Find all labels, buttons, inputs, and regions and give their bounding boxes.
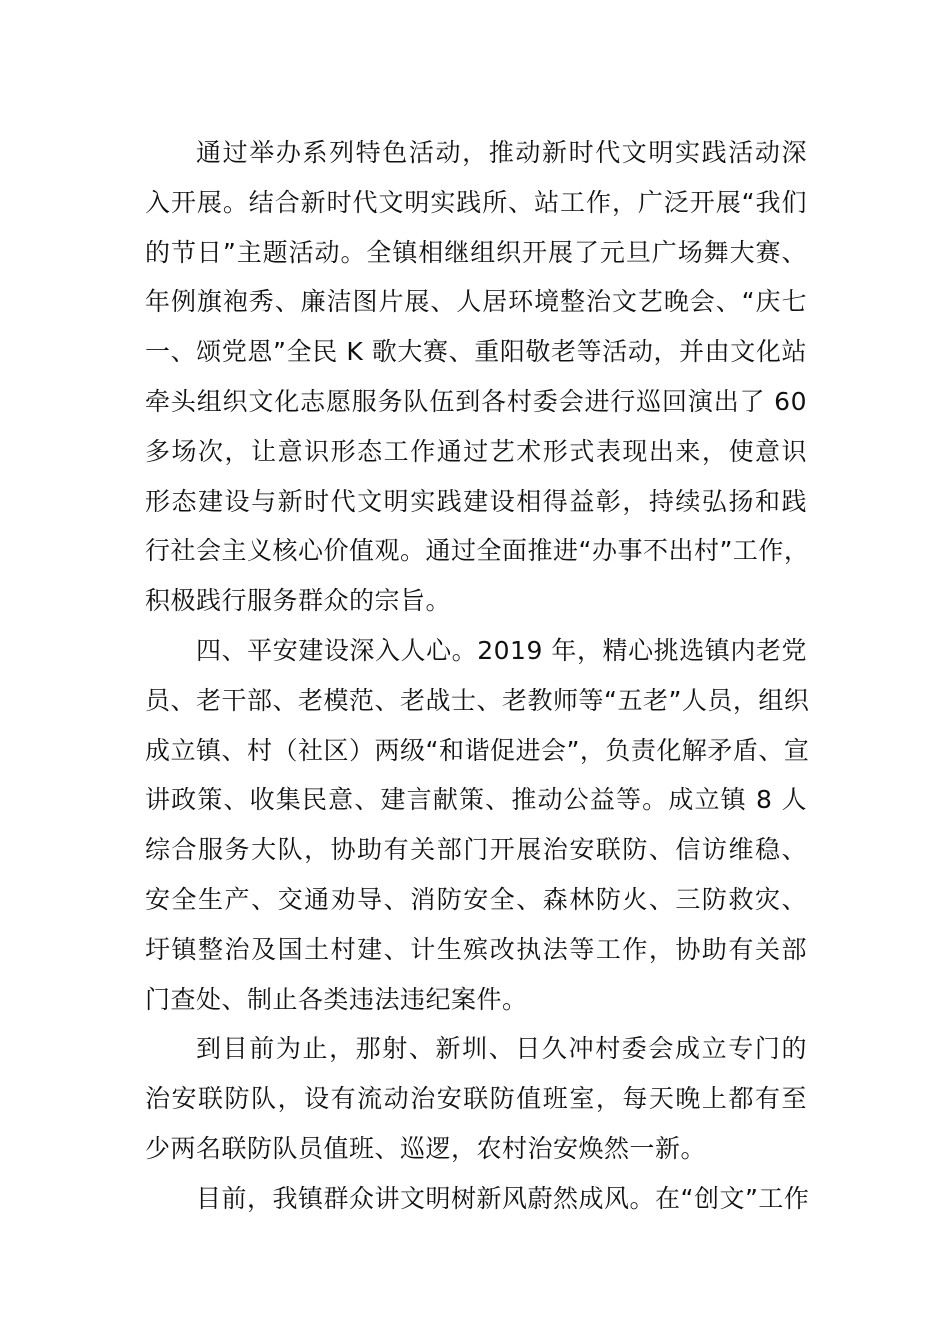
text-line: 员、老干部、老模范、老战士、老教师等“五老”人员，组织	[145, 685, 810, 715]
text-line: 牵头组织文化志愿服务队伍到各村委会进行巡回演出了 60	[145, 386, 807, 416]
text-line: 四、平安建设深入人心。2019 年，精心挑选镇内老党	[196, 635, 807, 665]
text-line: 目前，我镇群众讲文明树新风蔚然成风。在“创文”工作	[196, 1183, 810, 1213]
text-line: 安全生产、交通劝导、消防安全、森林防火、三防救灾、	[145, 884, 807, 914]
paragraph-civilization	[145, 1174, 810, 1224]
text-line: 讲政策、收集民意、建言献策、推动公益等。成立镇 8 人	[145, 785, 807, 815]
text-line: 到目前为止，那射、新圳、日久冲村委会成立专门的	[196, 1034, 807, 1064]
document-body	[145, 128, 810, 1224]
text-line: 圩镇整治及国土村建、计生殡改执法等工作，协助有关部	[145, 934, 807, 964]
text-line: 的节日”主题活动。全镇相继组织开展了元旦广场舞大赛、	[145, 237, 807, 267]
text-line: 入开展。结合新时代文明实践所、站工作，广泛开展“我们	[145, 187, 807, 217]
text-line: 年例旗袍秀、廉洁图片展、人居环境整治文艺晚会、“庆七	[145, 287, 807, 317]
text-line: 积极践行服务群众的宗旨。	[145, 586, 452, 616]
text-line: 一、颂党恩”全民 K 歌大赛、重阳敬老等活动，并由文化站	[145, 337, 807, 367]
text-line: 形态建设与新时代文明实践建设相得益彰，持续弘扬和践	[145, 486, 807, 516]
paragraph-security-patrol	[145, 1024, 807, 1173]
text-line: 门查处、制止各类违法违纪案件。	[145, 984, 528, 1014]
text-line: 行社会主义核心价值观。通过全面推进“办事不出村”工作，	[145, 536, 810, 566]
text-line: 多场次，让意识形态工作通过艺术形式表现出来，使意识	[145, 436, 807, 466]
paragraph-cultural-activities	[145, 128, 810, 626]
paragraph-safety-construction	[145, 626, 810, 1024]
text-line: 少两名联防队员值班、巡逻，农村治安焕然一新。	[145, 1133, 707, 1163]
text-line: 成立镇、村（社区）两级“和谐促进会”，负责化解矛盾、宣	[145, 735, 810, 765]
text-line: 通过举办系列特色活动，推动新时代文明实践活动深	[196, 138, 807, 167]
text-line: 治安联防队，设有流动治安联防值班室，每天晚上都有至	[145, 1084, 807, 1114]
text-line: 综合服务大队，协助有关部门开展治安联防、信访维稳、	[145, 835, 807, 865]
